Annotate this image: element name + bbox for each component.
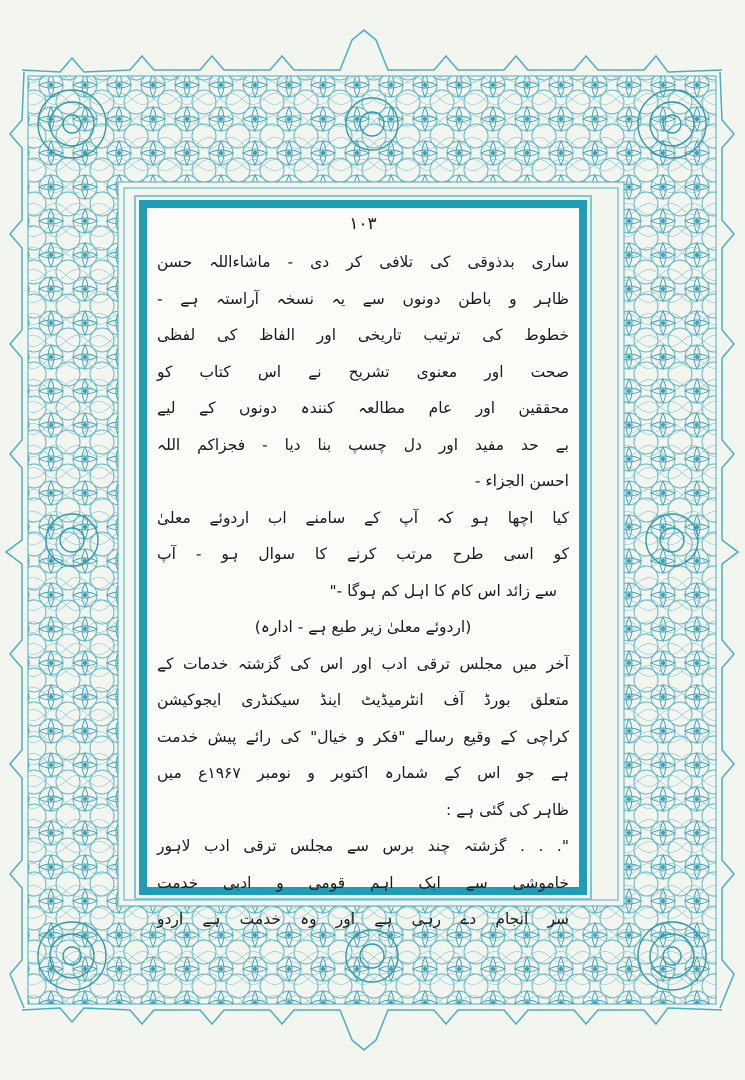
text-line: کو اسی طرح مرتب کرنے کا سوال ہو - آپ	[157, 545, 569, 563]
text-line: بے حد مفید اور دل چسپ بنا دیا - فجزاکم اللہ	[157, 435, 569, 454]
text-line: ظاہر و باطن دونوں سے یہ نسخہ آراستہ ہے -	[157, 289, 569, 308]
page-content	[157, 214, 569, 928]
text-line: احسن الجزاء -	[474, 472, 569, 490]
text-line: کیا اچھا ہو کہ آپ کے سامنے اب اردوئے معلیٰ	[157, 508, 569, 527]
text-line: کراچی کے وقیع رسالے "فکر و خیال" کی رائے پیش خدمت	[157, 727, 569, 746]
quote-line: ". . . گزشتہ چند برس سے مجلس ترقی ادب لاہور	[157, 837, 569, 855]
text-line: ساری بدذوقی کی تلافی کر دی - ماشاءاللہ حسن	[157, 253, 569, 271]
text-line: آخر میں مجلس ترقی ادب اور اس کی گزشتہ خدمات کے	[157, 654, 569, 673]
text-line: خطوط کی ترتیب تاریخی اور الفاظ کی لفظی	[157, 326, 569, 344]
quote-line: خاموشی سے ایک اہم قومی و ادبی خدمت	[157, 873, 569, 892]
text-line: متعلق بورڈ آف انٹرمیڈیٹ اینڈ سیکنڈری ایجوکیشن	[157, 691, 569, 709]
page-number: ۱۰۳	[349, 214, 377, 234]
text-panel	[139, 200, 587, 928]
editor-note: (اردوئے معلیٰ زیر طبع ہے - ادارہ)	[254, 618, 472, 636]
quote-line: سر انجام دے رہی ہے اور وہ خدمت ہے اردو	[157, 910, 569, 928]
text-line: ظاہر کی گئی ہے :	[445, 800, 569, 819]
text-line: صحت اور معنوی تشریح نے اس کتاب کو	[157, 362, 569, 381]
text-line: محققین اور عام مطالعہ کنندہ دونوں کے لیے	[157, 399, 569, 417]
text-line: ہے جو اس کے شمارہ اکتوبر و نومبر ۱۹۶۷ع میں	[157, 764, 569, 782]
text-line: سے زائد اس کام کا اہل کم ہوگا -"	[329, 581, 557, 600]
